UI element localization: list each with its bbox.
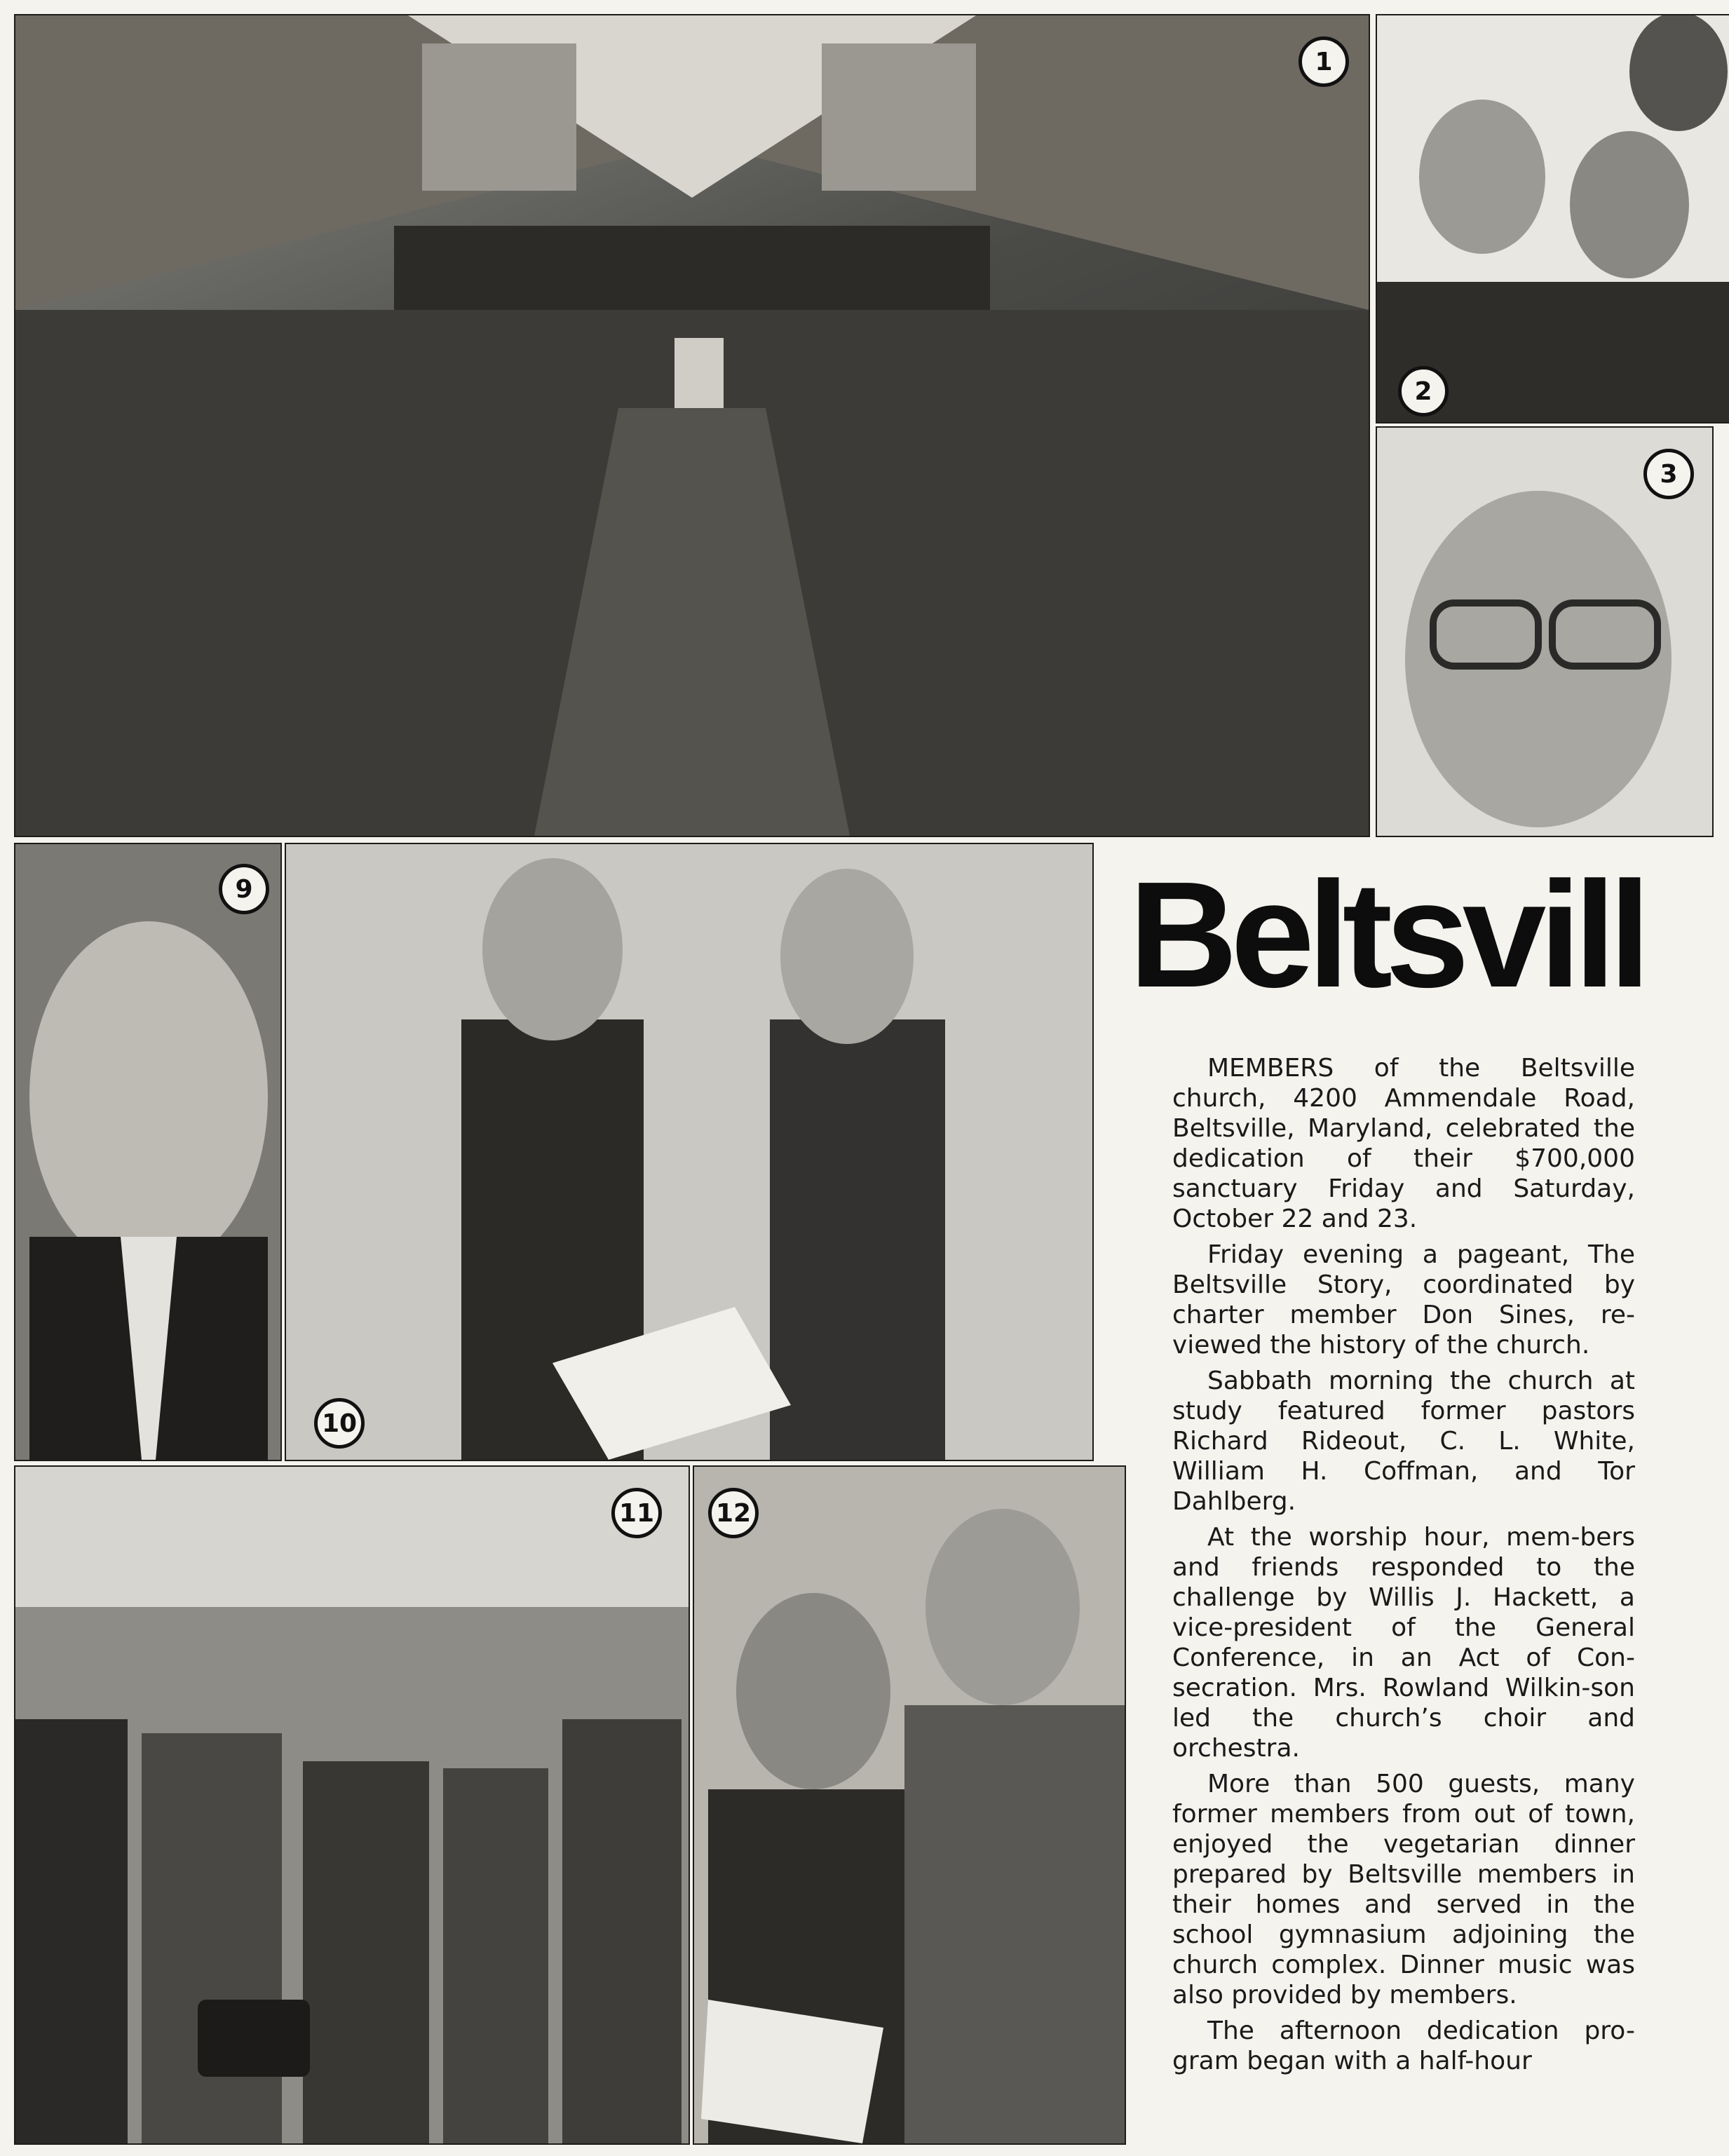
photo-woman-and-man bbox=[693, 1465, 1126, 2145]
photo-sanctuary-interior bbox=[14, 14, 1370, 837]
article-paragraph: The afternoon dedication pro-gram began with a half-hour bbox=[1172, 2016, 1635, 2075]
photo-number-badge: 3 bbox=[1643, 449, 1694, 499]
article-paragraph: At the worship hour, mem-bers and friends responded to the challenge by Willis J. Hackett, a vice-president of the General Conference, in an Act of Con-secration. Mrs. Rowland Wilkin-son led the church’s choir and orchestra. bbox=[1172, 1523, 1635, 1763]
article-body bbox=[1172, 1053, 1635, 2082]
photo-number-badge: 11 bbox=[611, 1488, 662, 1538]
photo-document-presentation bbox=[285, 843, 1094, 1461]
photo-number-badge: 9 bbox=[219, 864, 269, 914]
sanctuary-illustration bbox=[15, 15, 1369, 836]
photo-number-badge: 12 bbox=[708, 1488, 759, 1538]
handshake-illustration bbox=[15, 1467, 689, 2143]
speaker-illustration bbox=[15, 844, 280, 1460]
article-paragraph: Sabbath morning the church at study featured former pastors Richard Rideout, C. L. White, William H. Coffman, and Tor Dahlberg. bbox=[1172, 1367, 1635, 1516]
choir-illustration bbox=[1377, 15, 1729, 422]
photo-number-badge: 2 bbox=[1398, 366, 1449, 416]
headline: Beltsvill bbox=[1129, 859, 1644, 1010]
article-paragraph: More than 500 guests, many former members from out of town, enjoyed the vegetarian dinner prepared by Beltsville members in their homes and served in the school gymnasium adjoining the church complex. Dinner music was also provided by members. bbox=[1172, 1770, 1635, 2009]
article-paragraph: MEMBERS of the Beltsville church, 4200 Ammendale Road, Beltsville, Maryland, celebrated the dedication of their $700,000 sanctuary Friday and Saturday, October 22 and 23. bbox=[1172, 1054, 1635, 1233]
photo-number-badge: 1 bbox=[1299, 36, 1349, 87]
photo-man-speaking bbox=[14, 843, 282, 1461]
photo-number-badge: 10 bbox=[314, 1398, 365, 1449]
article-paragraph: Friday evening a pageant, The Beltsville Story, coordinated by charter member Don Sines, re-viewed the history of the church. bbox=[1172, 1240, 1635, 1360]
photo-man-with-glasses bbox=[1376, 426, 1714, 837]
photo-men-shaking-hands bbox=[14, 1465, 690, 2145]
couple-illustration bbox=[694, 1467, 1125, 2143]
photo-choir-members bbox=[1376, 14, 1729, 423]
presentation-illustration bbox=[286, 844, 1092, 1460]
